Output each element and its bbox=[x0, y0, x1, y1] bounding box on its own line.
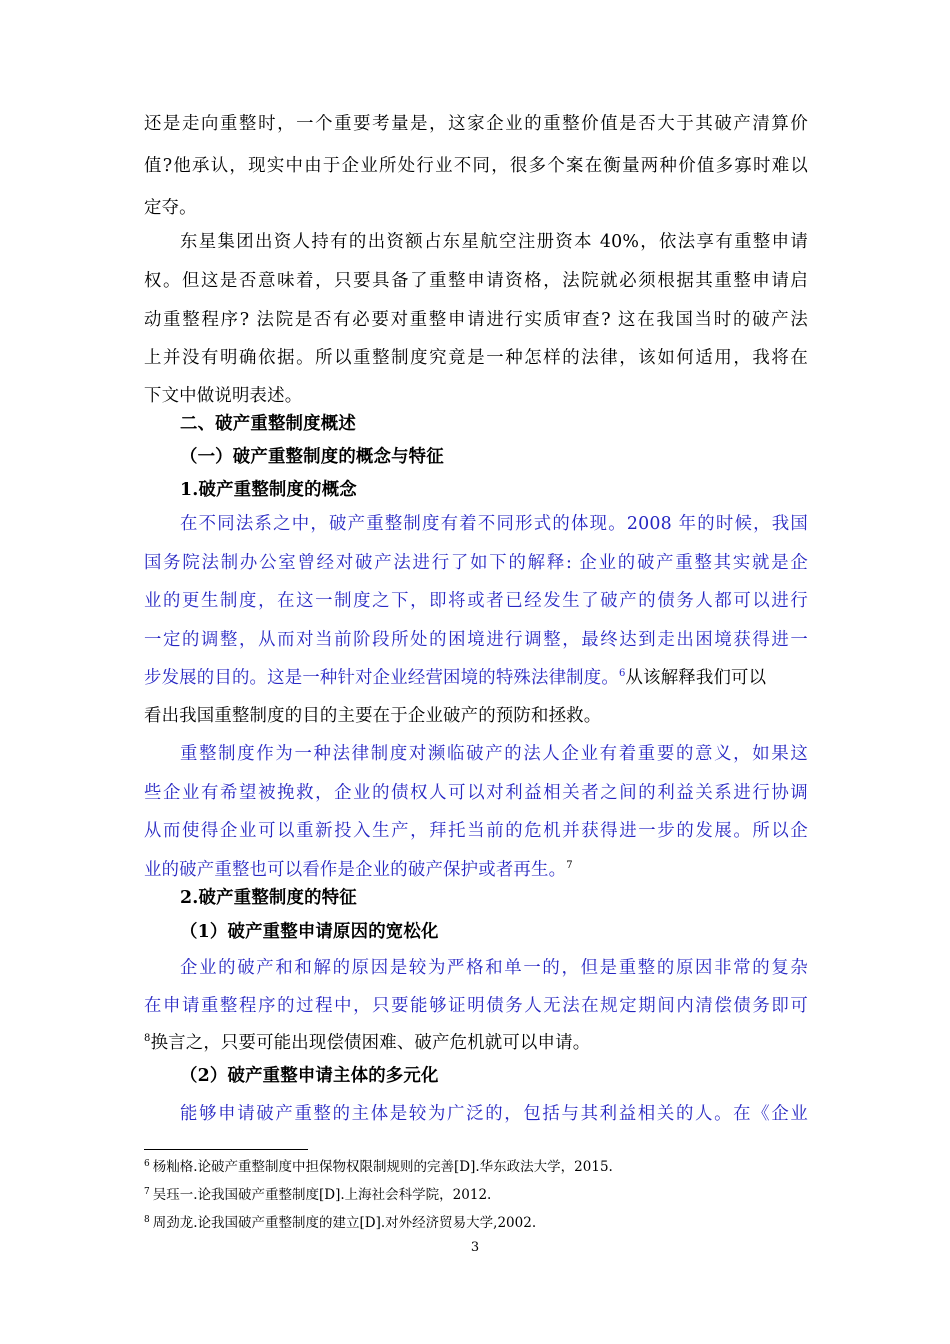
para3-line4: 一定的调整，从而对当前阶段所处的困境进行调整，最终达到走出困境获得进一 bbox=[144, 630, 808, 650]
para5-line3-text: 换言之，只要可能出现偿债困难、破产危机就可以申请。 bbox=[150, 1033, 591, 1053]
para1-line2: 值?他承认，现实中由于企业所处行业不同，很多个案在衡量两种价值多寡时难以 bbox=[144, 156, 808, 176]
footnote-8-text: 周劲龙.论我国破产重整制度的建立[D].对外经济贸易大学,2002. bbox=[152, 1215, 537, 1231]
feature1-heading: （1）破产重整申请原因的宽松化 bbox=[180, 922, 439, 942]
footnote-6 bbox=[144, 1154, 613, 1177]
para4-line4-text: 业的破产重整也可以看作是企业的破产保护或者再生。 bbox=[144, 860, 567, 880]
para2-line3: 动重整程序? 法院是否有必要对重整申请进行实质审查? 这在我国当时的破产法 bbox=[144, 310, 808, 330]
footnote-ref-7[interactable]: 7 bbox=[566, 860, 573, 871]
footnote-7 bbox=[144, 1182, 491, 1205]
para4-line1: 重整制度作为一种法律制度对濒临破产的法人企业有着重要的意义，如果这 bbox=[180, 744, 808, 764]
footnote-6-number: 6 bbox=[144, 1159, 150, 1169]
para3-line6: 看出我国重整制度的目的主要在于企业破产的预防和拯救。 bbox=[144, 706, 602, 726]
para3-line3: 业的更生制度，在这一制度之下，即将或者已经发生了破产的债务人都可以进行 bbox=[144, 591, 808, 611]
para5-line2: 在申请重整程序的过程中，只要能够证明债务人无法在规定期间内清偿债务即可 bbox=[144, 996, 808, 1016]
footnote-7-text: 吴珏一.论我国破产重整制度[D].上海社会科学院，2012. bbox=[152, 1187, 492, 1203]
concept-heading: 1.破产重整制度的概念 bbox=[180, 480, 357, 500]
para3-line5-text: 步发展的目的。这是一种针对企业经营困境的特殊法律制度。 bbox=[144, 668, 619, 688]
para2-line4: 上并没有明确依据。所以重整制度究竟是一种怎样的法律，该如何适用，我将在 bbox=[144, 348, 808, 368]
para1-line1: 还是走向重整时，一个重要考量是，这家企业的重整价值是否大于其破产清算价 bbox=[144, 114, 808, 134]
para3-line1: 在不同法系之中，破产重整制度有着不同形式的体现。2008 年的时候，我国 bbox=[180, 514, 808, 534]
para1-line3: 定夺。 bbox=[144, 198, 197, 218]
footnote-8-number: 8 bbox=[144, 1215, 150, 1225]
page-number: 3 bbox=[470, 1240, 480, 1255]
para3-line2: 国务院法制办公室曾经对破产法进行了如下的解释: 企业的破产重整其实就是企 bbox=[144, 553, 808, 573]
subsection-heading: （一）破产重整制度的概念与特征 bbox=[180, 447, 444, 467]
para2-line1: 东星集团出资人持有的出资额占东星航空注册资本 40%，依法享有重整申请 bbox=[180, 232, 808, 252]
feature2-heading: （2）破产重整申请主体的多元化 bbox=[180, 1066, 439, 1086]
para2-line2: 权。但这是否意味着，只要具备了重整申请资格，法院就必须根据其重整申请启 bbox=[144, 271, 808, 291]
footnote-separator bbox=[144, 1149, 308, 1150]
para3-line5-tail: 从该解释我们可以 bbox=[625, 668, 767, 688]
para4-line2: 些企业有希望被挽救，企业的债权人可以对利益相关者之间的利益关系进行协调 bbox=[144, 783, 808, 803]
para3-line5 bbox=[144, 660, 766, 696]
footnote-8 bbox=[144, 1210, 536, 1233]
para6-line1: 能够申请破产重整的主体是较为广泛的，包括与其利益相关的人。在《企业 bbox=[180, 1104, 808, 1124]
footnote-7-number: 7 bbox=[144, 1187, 150, 1197]
footnote-6-text: 杨籼格.论破产重整制度中担保物权限制规则的完善[D].华东政法大学，2015. bbox=[152, 1159, 613, 1175]
para5-line1: 企业的破产和和解的原因是较为严格和单一的，但是重整的原因非常的复杂 bbox=[180, 958, 808, 978]
footnote-ref-8[interactable]: 8 bbox=[144, 1033, 151, 1044]
section-heading: 二、破产重整制度概述 bbox=[180, 414, 356, 434]
para4-line3: 从而使得企业可以重新投入生产，拜托当前的危机并获得进一步的发展。所以企 bbox=[144, 821, 808, 841]
features-heading: 2.破产重整制度的特征 bbox=[180, 888, 357, 908]
footnote-ref-6[interactable]: 6 bbox=[618, 668, 626, 679]
para2-line5: 下文中做说明表述。 bbox=[144, 386, 303, 406]
para5-line3 bbox=[144, 1025, 590, 1061]
